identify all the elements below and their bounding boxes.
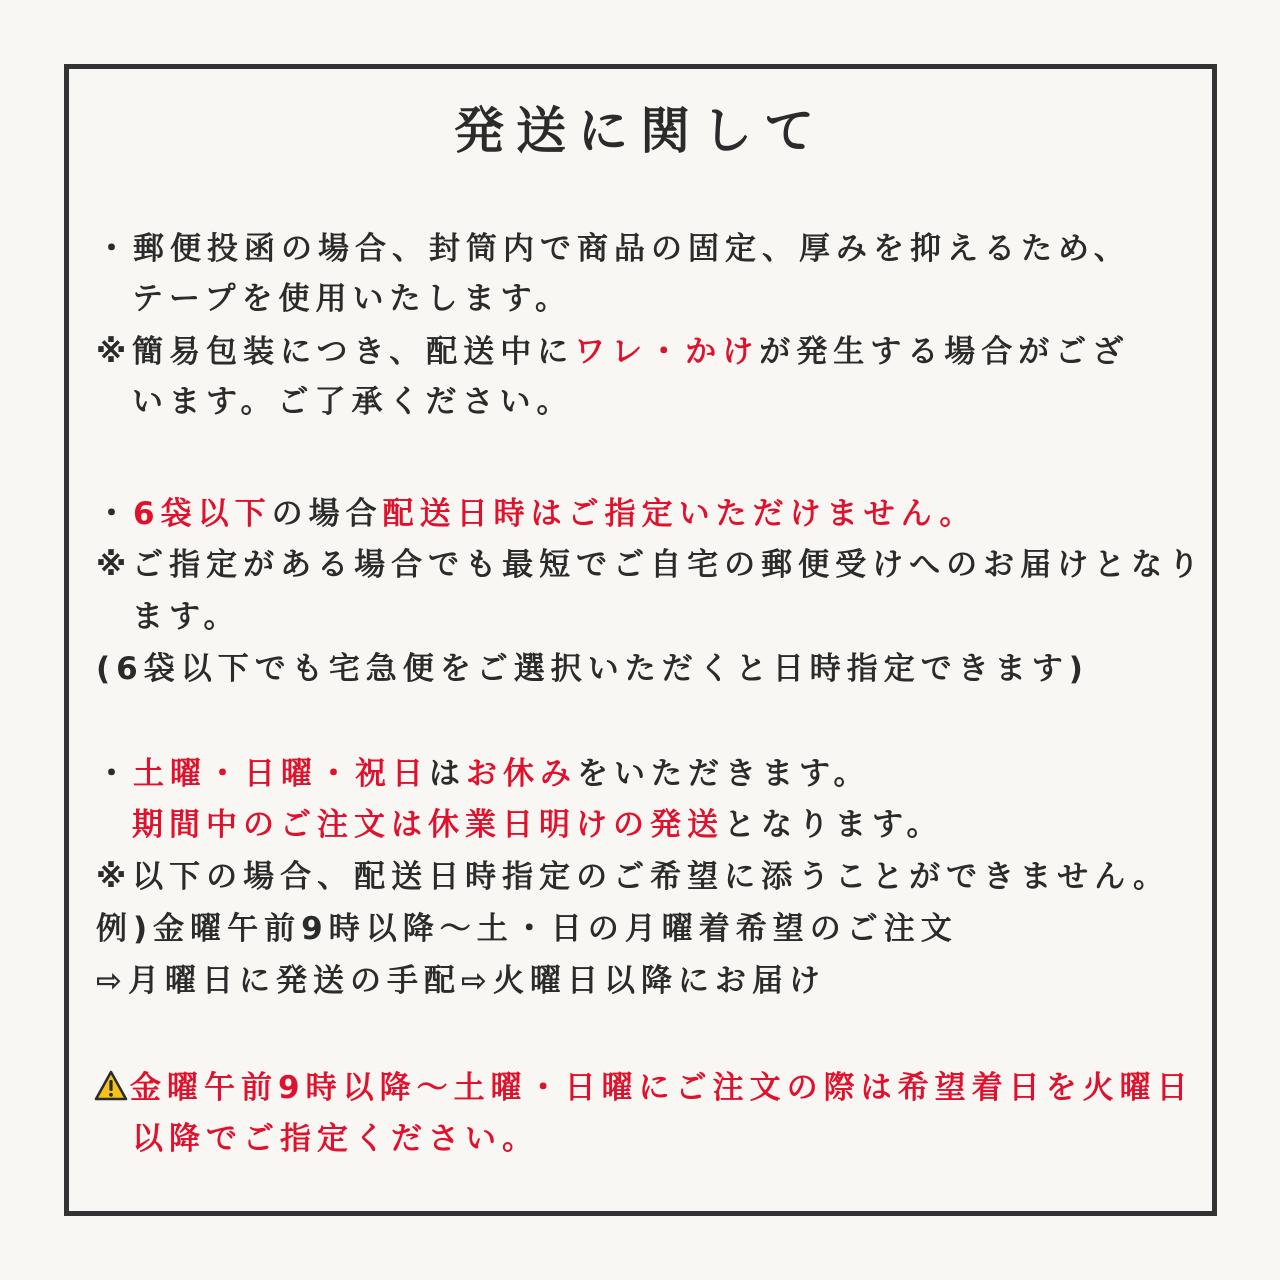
section3-line1-highlight-2: お休み xyxy=(466,756,577,792)
page-title: 発送に関して xyxy=(454,102,826,160)
section3-line3: ※以下の場合、配送日時指定のご希望に添うことができません。 xyxy=(96,859,1170,895)
section3-line2 xyxy=(132,803,944,847)
warning-text-1: 金曜午前9時以降〜土曜・日曜にご注文の際は希望着日を火曜日 xyxy=(130,1070,1194,1106)
section3-line4: 例)金曜午前9時以降〜土・日の月曜着希望のご注文 xyxy=(96,911,958,947)
section1-line2: テープを使用いたします。 xyxy=(132,281,572,317)
section2-line1-highlight-2: 配送日時はご指定いただけません。 xyxy=(382,496,977,532)
section1-line4: います。ご了承ください。 xyxy=(132,384,574,420)
warning-line1 xyxy=(94,1066,1194,1110)
section2-line4: (6袋以下でも宅急便をご選択いただくと日時指定できます) xyxy=(96,651,1089,687)
section3-line1-bullet: ・ xyxy=(96,756,133,792)
section3-line2-highlight: 期間中のご注文は休業日明けの発送 xyxy=(132,807,724,843)
warning-triangle-icon xyxy=(94,1070,128,1102)
section1-line3-text-a: ※簡易包装につき、配送中に xyxy=(96,334,575,370)
section2-line3: ます。 xyxy=(132,599,241,635)
section3-line1-end: をいただきます。 xyxy=(577,756,871,792)
section2-line1 xyxy=(96,492,976,536)
section1-line1: ・郵便投函の場合、封筒内で商品の固定、厚みを抑えるため、 xyxy=(96,231,1131,267)
section3-line1-highlight-1: 土曜・日曜・祝日 xyxy=(133,756,429,792)
section2-line1-highlight-1: 6袋以下 xyxy=(133,496,272,532)
section3-line5: ⇨月曜日に発送の手配⇨火曜日以降にお届け xyxy=(96,963,826,999)
warning-line2: 以降でご指定ください。 xyxy=(132,1121,539,1157)
section1-line3-highlight: ワレ・かけ xyxy=(574,334,760,370)
section2-line1-text: の場合 xyxy=(271,496,383,532)
section2-line1-bullet: ・ xyxy=(96,496,133,532)
section3-line2-end: となります。 xyxy=(724,807,944,843)
section2-line2: ※ご指定がある場合でも最短でご自宅の郵便受けへのお届けとなり xyxy=(96,547,1206,583)
section1-line3-text-b: が発生する場合がござ xyxy=(759,334,1130,370)
section1-line3 xyxy=(96,330,1129,374)
section3-line1-text: は xyxy=(429,756,466,792)
section3-line1 xyxy=(96,752,871,796)
